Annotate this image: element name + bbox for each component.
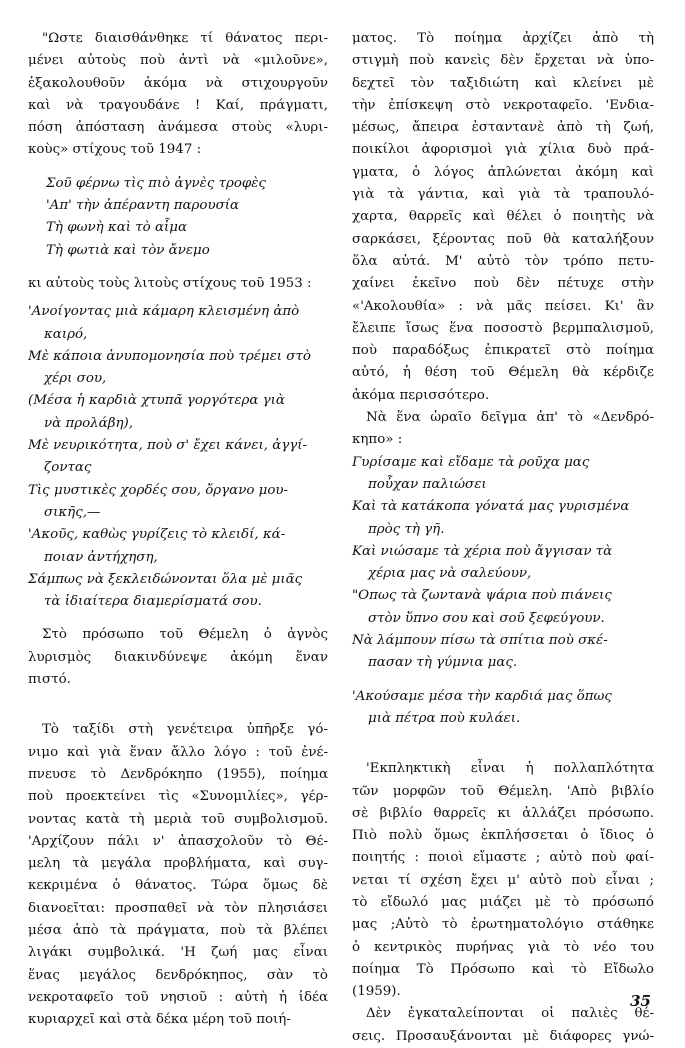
- text-line: ἀκόμα περισσότερο.: [352, 387, 490, 403]
- verse-line: Τὴ φωτιὰ καὶ τὸν ἄνεμο: [46, 242, 210, 258]
- verse-line: νὰ προλάβη),: [44, 415, 133, 431]
- verse-line: Σάμπως νὰ ξεκλειδώνονται ὅλα μὲ μιᾶς: [28, 571, 303, 587]
- text-line: κηπο» :: [352, 432, 403, 448]
- paragraph: [352, 407, 654, 452]
- text-line: ἔλειπε ἴσως ἕνα ποσοστὸ βερμπαλισμοῦ,: [352, 320, 654, 336]
- left-column: [28, 28, 328, 1031]
- verse-line: καιρό,: [44, 326, 88, 342]
- text-line: νεκροταφεῖο τοῦ νησιοῦ : αὐτὴ ἡ ἰδέα: [28, 989, 328, 1005]
- text-line: πόση ἀπόσταση ἀνάμεσα στοὺς «λυρι-: [28, 120, 328, 136]
- verse-line: 'Ανοίγοντας μιὰ κάμαρη κλεισμένη ἀπὸ: [28, 304, 300, 320]
- text-line: κοὺς» στίχους τοῦ 1947 :: [28, 142, 202, 158]
- text-line: μέσως, ἄπειρα ἐσταντανὲ ἀπὸ τὴ ζωή,: [352, 120, 654, 136]
- verse-line: Νὰ λάμπουν πίσω τὰ σπίτια ποὺ σκέ-: [352, 633, 608, 649]
- verse-line: τὰ ἰδιαίτερα διαμερίσματά σου.: [44, 594, 262, 610]
- verse-line: χέρια μας νὰ σαλεύουν,: [368, 566, 532, 582]
- text-line: λιγάκι συμβολικά. 'Η ζωή μας εἶναι: [28, 945, 328, 961]
- verse-line: σικῆς,—: [44, 504, 101, 520]
- poem-intro: κι αὐτοὺς τοὺς λιτοὺς στίχους τοῦ 1953 :: [28, 275, 312, 291]
- text-line: 'Εκπληκτικὴ εἶναι ἡ πολλαπλότητα: [366, 761, 654, 777]
- paragraph: [28, 28, 328, 162]
- text-line: 'Αρχίζουν πάλι ν' ἀπασχολοῦν τὸ Θέ-: [28, 833, 328, 849]
- text-line: δεχτεῖ τὸν ταξιδιώτη καὶ κλείνει μὲ: [352, 75, 654, 91]
- text-line: κυριαρχεῖ καὶ στὰ δέκα μέρη τοῦ ποιή-: [28, 1012, 291, 1028]
- text-line: μένει αὐτοὺς ποὺ ἀντὶ νὰ «μιλοῦνε»,: [28, 53, 328, 69]
- text-line: Στὸ πρόσωπο τοῦ Θέμελη ὁ ἁγνὸς: [42, 627, 328, 643]
- text-line: γματα, ὁ λόγος ἁπλώνεται ἀκόμη καὶ: [352, 164, 654, 180]
- text-line: τῶν μορφῶν τοῦ Θέμελη. 'Απὸ βιβλίο: [352, 783, 654, 799]
- verse-line: μιὰ πέτρα ποὺ κυλάει.: [368, 710, 521, 726]
- text-line: νεται τί σχέση ἔχει μ' αὐτὸ ποὺ εἶναι ;: [352, 872, 654, 888]
- poem-excerpt-1953: [28, 301, 328, 613]
- verse-line: Μὲ κάποια ἀνυπομονησία ποὺ τρέμει στὸ: [28, 348, 311, 364]
- text-line: στιγμὴ ποὺ κανεὶς δὲν ἔρχεται νὰ ὑπο-: [352, 53, 654, 69]
- text-line: χαρτα, θαρρεῖς καὶ θέλει ὁ ποιητὴς νὰ: [352, 209, 654, 225]
- text-line: «'Ακολουθία» : νὰ μᾶς πείσει. Κι' ἂν: [352, 298, 654, 314]
- verse-line: πασαν τὴ γύμνια μας.: [368, 655, 518, 671]
- verse-line: "Οπως τὰ ζωντανὰ ψάρια ποὺ πιάνεις: [352, 588, 612, 604]
- text-line: "Ωστε διαισθάνθηκε τί θάνατος περι-: [42, 31, 328, 46]
- text-line: σὲ βιβλίο θαρρεῖς κι ἀλλάζει πρόσωπο.: [352, 805, 654, 821]
- paragraph: [28, 719, 328, 1031]
- verse-line: Γυρίσαμε καὶ εἴδαμε τὰ ροῦχα μας: [352, 454, 590, 470]
- text-line: πιστό.: [28, 672, 71, 688]
- text-line: ἕνας μεγάλος δενδρόκηπος, σὰν τὸ: [28, 967, 328, 983]
- text-line: τὴν ἐπίσκεψη στὸ νεκροταφεῖο. 'Ενδια-: [352, 97, 654, 113]
- poem-excerpt-dendrokipos: [352, 452, 654, 731]
- text-line: νοντας κατὰ τὴ μεριὰ τοῦ συμβολισμοῦ.: [28, 811, 328, 827]
- text-line: ποὺ παραδόξως ἐπικρατεῖ στὸ ποίημα: [352, 343, 654, 359]
- text-line: Πιὸ πολὺ ὅμως ἐκπλήσσεται ὁ ἴδιος ὁ: [352, 828, 654, 844]
- verse-line: 'Απ' τὴν ἀπέραντη παρουσία: [46, 198, 240, 214]
- text-line: ποὺ προεκτείνει τὶς «Συνομιλίες», γέρ-: [28, 789, 328, 805]
- text-line: ὁ κεντρικὸς πυρήνας γιὰ τὸ νέο του: [352, 939, 654, 955]
- paragraph: [352, 28, 654, 407]
- verse-line: 'Ακοῦς, καθὼς γυρίζεις τὸ κλειδί, κά-: [28, 527, 286, 543]
- verse-line: Τὴ φωνὴ καὶ τὸ αἷμα: [46, 220, 188, 236]
- verse-line: ζοντας: [44, 460, 92, 476]
- text-line: πνευσε τὸ Δενδρόκηπο (1955), ποίημα: [28, 766, 328, 782]
- verse-line: Καὶ τὰ κατάκοπα γόνατά μας γυρισμένα: [352, 499, 630, 515]
- verse-line: ποὖχαν παλιώσει: [368, 476, 487, 492]
- text-line: σεις. Προσαυξάνονται μὲ διάφορες γνώ-: [352, 1028, 654, 1044]
- text-line: ματος. Τὸ ποίημα ἀρχίζει ἀπὸ τὴ: [352, 31, 654, 46]
- verse-line: 'Ακούσαμε μέσα τὴν καρδιά μας ὅπως: [352, 688, 612, 704]
- text-line: Νὰ ἕνα ὡραῖο δεῖγμα ἀπ' τὸ «Δενδρό-: [366, 410, 654, 426]
- text-line: καὶ νὰ τραγουδάνε ! Καί, πράγματι,: [28, 97, 328, 113]
- poem-excerpt-1947: [28, 173, 328, 262]
- text-line: Δὲν ἐγκαταλείπονται οἱ παλιὲς θέ-: [366, 1006, 654, 1022]
- text-line: γιὰ τὰ γάντια, καὶ γιὰ τὰ τραπουλό-: [352, 187, 654, 203]
- verse-line: στὸν ὕπνο σου καὶ σοῦ ξεφεύγουν.: [368, 610, 605, 626]
- text-line: κεκριμένα ὁ θάνατος. Τώρα ὅμως δὲ: [28, 878, 328, 894]
- paragraph: [28, 624, 328, 691]
- verse-line: (Μέσα ἡ καρδιὰ χτυπᾶ γοργότερα γιὰ: [28, 393, 285, 409]
- verse-line: Σοῦ φέρνω τὶς πιὸ ἁγνὲς τροφὲς: [46, 175, 266, 191]
- text-line: ἐξακολουθοῦν ἀκόμα νὰ στιχουργοῦν: [28, 75, 328, 91]
- verse-line: χέρι σου,: [44, 371, 107, 387]
- text-line: μας ;Αὐτὸ τὸ ἐρωτηματολόγιο στάθηκε: [352, 917, 654, 933]
- text-line: ποικίλοι ἀφορισμοὶ γιὰ χίλια δυὸ πρά-: [352, 142, 654, 158]
- text-line: ὅλα αὐτά. Μ' αὐτὸ τὸν τρόπο πετυ-: [352, 253, 654, 269]
- verse-line: Τὶς μυστικὲς χορδές σου, ὄργανο μου-: [28, 482, 289, 498]
- paragraph: [352, 758, 654, 1003]
- verse-line: Μὲ νευρικότητα, ποὺ σ' ἔχει κάνει, ἀγγί-: [28, 438, 308, 454]
- text-line: διανοεῖται: προσπαθεῖ νὰ τὸν πλησιάσει: [28, 900, 328, 916]
- text-line: σαρκάσει, ξέροντας ποῦ θὰ καταλήξουν: [352, 231, 654, 247]
- verse-line: ποιαν ἀντήχηση,: [44, 549, 158, 565]
- text-line: ποίημα Τὸ Πρόσωπο καὶ τὸ Εἴδωλο: [352, 961, 654, 977]
- paragraph: [352, 1003, 654, 1048]
- text-line: (1959).: [352, 984, 401, 1000]
- text-line: ποιητής : ποιοὶ εἴμαστε ; αὐτὸ ποὺ φαί-: [352, 850, 654, 866]
- right-column: [352, 28, 654, 1048]
- text-line: Τὸ ταξίδι στὴ γενέτειρα ὑπῆρξε γό-: [42, 722, 328, 738]
- text-line: χαίνει ἐκεῖνο ποὺ δὲν πέτυχε στὴν: [352, 276, 654, 292]
- text-line: τὸ εἴδωλό μας μιάζει μὲ τὸ πρόσωπό: [352, 894, 654, 910]
- text-line: αὐτό, ἡ θέση τοῦ Θέμελη θὰ κέρδιζε: [352, 365, 654, 381]
- text-line: νιμο καὶ γιὰ ἕναν ἄλλο λόγο : τοῦ ἐνέ-: [28, 744, 328, 760]
- verse-line: Καὶ νιώσαμε τὰ χέρια ποὺ ἄγγισαν τὰ: [352, 543, 613, 559]
- verse-line: πρὸς τὴ γῆ.: [368, 521, 445, 537]
- page-number: 35: [630, 992, 651, 1010]
- text-line: μέσα ἀπὸ τὰ πράγματα, ποὺ τὰ βλέπει: [28, 922, 328, 938]
- text-line: λυρισμὸς διακινδύνεψε ἀκόμη ἕναν: [28, 649, 328, 665]
- text-line: μελη τὰ μεγάλα προβλήματα, καὶ συγ-: [28, 856, 328, 872]
